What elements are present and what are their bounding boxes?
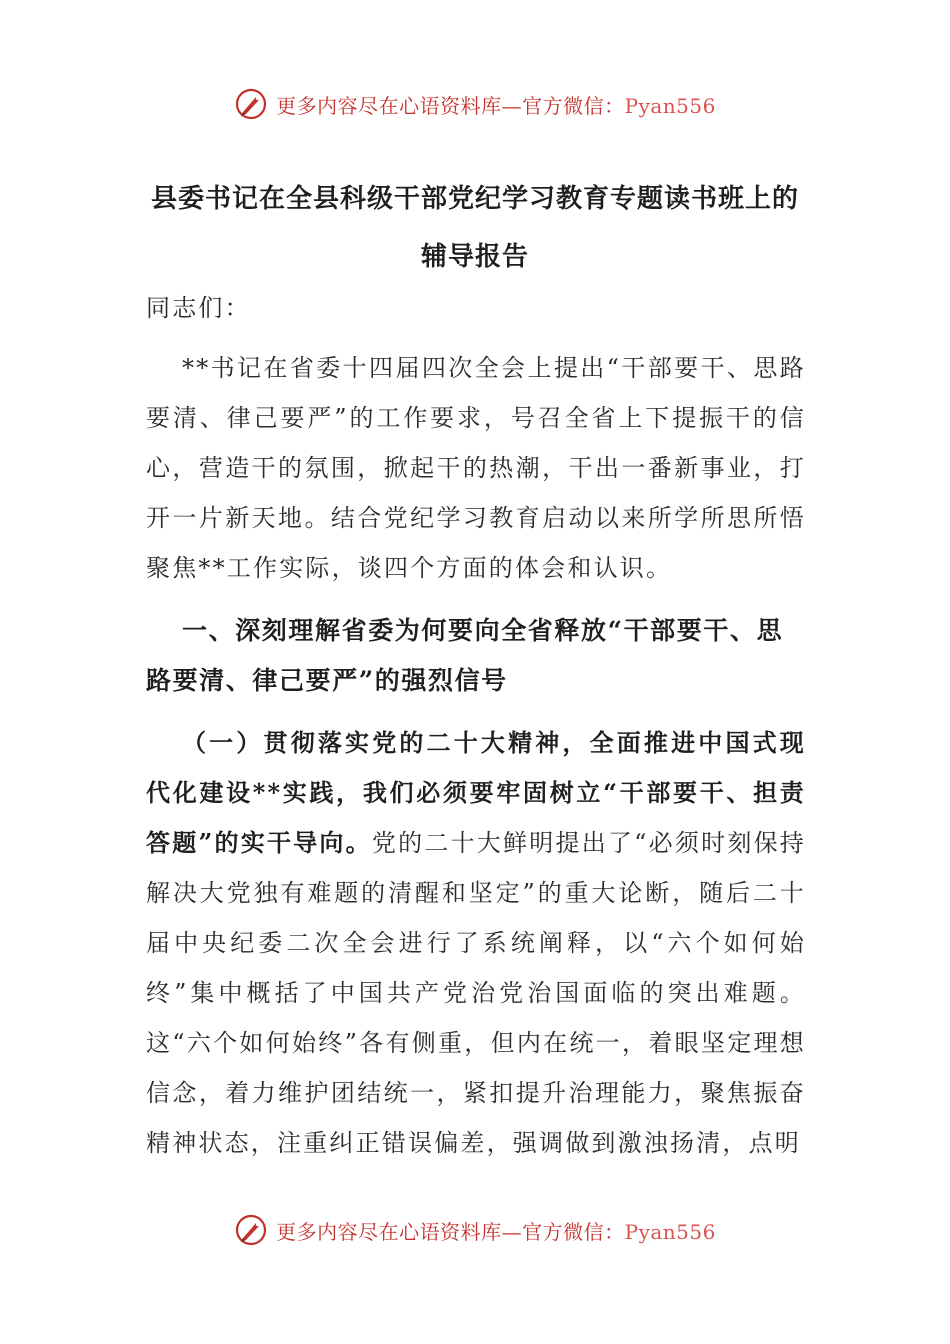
watermark-text: 更多内容尽在心语资料库—官方微信：Pyan556 (276, 93, 716, 118)
watermark-banner-bottom (0, 1210, 950, 1250)
salutation: 同志们： (146, 294, 251, 322)
wechat-id: Pyan556 (624, 1219, 716, 1244)
section-heading-1: 一、深刻理解省委为何要向全省释放“干部要干、思路要清、律己要严”的强烈信号 (146, 616, 784, 695)
watermark-banner-top (0, 84, 950, 124)
paragraph-section-1-1 (146, 718, 806, 1168)
document-title: 县委书记在全县科级干部党纪学习教育专题读书班上的辅导报告 (150, 184, 799, 272)
wechat-id: Pyan556 (624, 93, 716, 118)
subheading-1-1: （一）贯彻落实党的二十大精神，全面推进中国式现代化建设**实践，我们必须要牢固树立“干部要干、担责答题”的实干导向。 (146, 728, 806, 857)
pen-logo-icon (234, 87, 268, 121)
watermark-text: 更多内容尽在心语资料库—官方微信：Pyan556 (276, 1219, 716, 1244)
paragraph-intro: **书记在省委十四届四次全会上提出“干部要干、思路要清、律己要严”的工作要求，号召全省上下提振干的信心，营造干的氛围，掀起干的热潮，干出一番新事业，打开一片新天地。结合党纪学习教育启动以来所学所思所悟聚焦**工作实际，谈四个方面的体会和认识。 (146, 354, 806, 582)
pen-logo-icon (234, 1213, 268, 1247)
paragraph-body: 党的二十大鲜明提出了“必须时刻保持解决大党独有难题的清醒和坚定”的重大论断，随后二十届中央纪委二次全会进行了系统阐释，以“六个如何始终”集中概括了中国共产党治党治国面临的突出难题。这“六个如何始终”各有侧重，但内在统一，着眼坚定理想信念，着力维护团结统一，紧扣提升治理能力，聚焦振奋精神状态，注重纠正错误偏差，强调做到激浊扬清，点明 (146, 829, 807, 1157)
